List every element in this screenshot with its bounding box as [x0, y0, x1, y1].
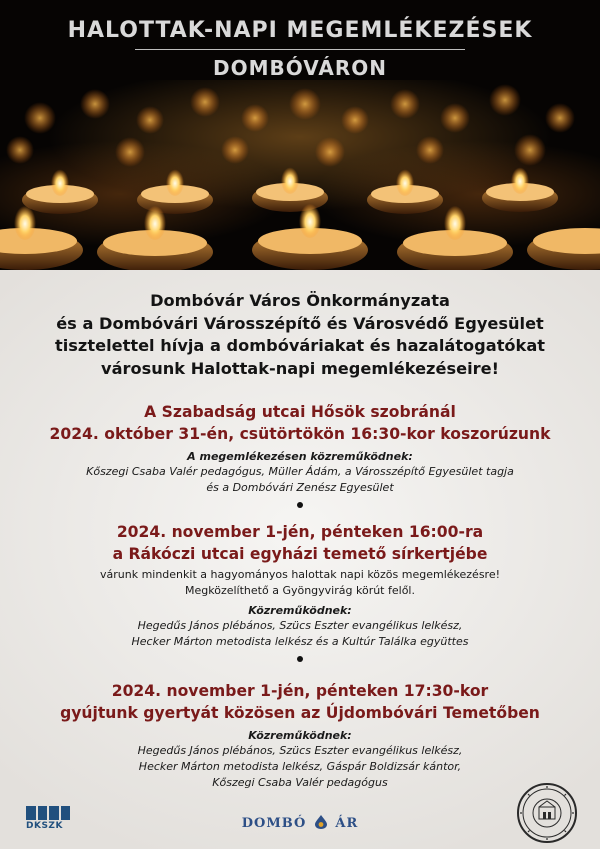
event-2-contributors: [0, 618, 600, 650]
contributor-line: Hegedűs János plébános, Szücs Eszter evangélikus lelkész,: [137, 619, 463, 632]
intro-line: városunk Halottak-napi megemlékezéseire!: [101, 358, 499, 378]
event-2-title: [0, 521, 600, 565]
event-3-title: [0, 680, 600, 724]
event-title-line: gyújtunk gyertyát közösen az Újdombóvári Temetőben: [60, 704, 540, 722]
event-2-description: [0, 567, 600, 599]
event-3-contributors: [0, 743, 600, 791]
event-1-title: [0, 401, 600, 445]
intro-line: és a Dombóvári Városszépítő és Városvédő Egyesület: [56, 313, 544, 333]
dkszk-logo-text: DKSZK: [26, 821, 63, 831]
event-1-contributors-label: A megemlékezésen közreműködnek:: [187, 450, 413, 463]
description-line: Megközelíthető a Gyöngyvirág körút felől.: [185, 584, 415, 597]
contributor-line: Hecker Márton metodista lelkész és a Kultúr Találka együttes: [131, 635, 469, 648]
event-title-line: A Szabadság utcai Hősök szobránál: [144, 403, 456, 421]
event-1: [0, 401, 600, 512]
separator-dot: [297, 656, 303, 662]
title-line-1: HALOTTAK-NAPI MEGEMLÉKEZÉSEK: [67, 18, 533, 43]
intro-text: [0, 290, 600, 380]
invitation-body: [0, 270, 600, 849]
contributor-line: Kőszegi Csaba Valér pedagógus: [212, 776, 388, 789]
contributor-line: és a Dombóvári Zenész Egyesület: [206, 481, 394, 494]
title-line-2: DOMBÓVÁRON: [213, 56, 387, 80]
event-title-line: a Rákóczi utcai egyházi temető sírkertjébe: [112, 545, 488, 563]
event-3: [0, 680, 600, 791]
association-seal-icon: [516, 782, 578, 844]
contributor-line: Kőszegi Csaba Valér pedagógus, Müller Ádám, a Városszépítő Egyesület tagja: [86, 465, 514, 478]
title-divider: [135, 49, 465, 50]
event-title-line: 2024. november 1-jén, pénteken 17:30-kor: [111, 682, 489, 700]
event-2: [0, 521, 600, 666]
intro-line: tisztelettel hívja a dombóváriakat és hazalátogatókat: [55, 336, 545, 355]
dombovar-logo-right: ÁR: [335, 816, 359, 831]
event-1-contributors: [0, 464, 600, 496]
header-banner: [0, 0, 600, 270]
event-title-line: 2024. november 1-jén, pénteken 16:00-ra: [116, 523, 484, 541]
dombovar-logo: [0, 815, 600, 831]
event-title-line: 2024. október 31-én, csütörtökön 16:30-kor koszorúzunk: [49, 425, 551, 443]
header-title: [0, 18, 600, 80]
contributor-line: Hecker Márton metodista lelkész, Gáspár Boldizsár kántor,: [138, 760, 462, 773]
intro-line: Dombóvár Város Önkormányzata: [150, 291, 450, 310]
dombovar-drop-icon: [315, 815, 327, 829]
event-2-contributors-label: Közreműködnek:: [248, 604, 352, 617]
contributor-line: Hegedűs János plébános, Szücs Eszter evangélikus lelkész,: [137, 744, 463, 757]
dombovar-logo-left: DOMBÓ: [241, 816, 307, 831]
separator-dot: [297, 502, 303, 508]
description-line: várunk mindenkit a hagyományos halottak napi közös megemlékezésre!: [99, 568, 501, 581]
event-3-contributors-label: Közreműködnek:: [248, 729, 352, 742]
